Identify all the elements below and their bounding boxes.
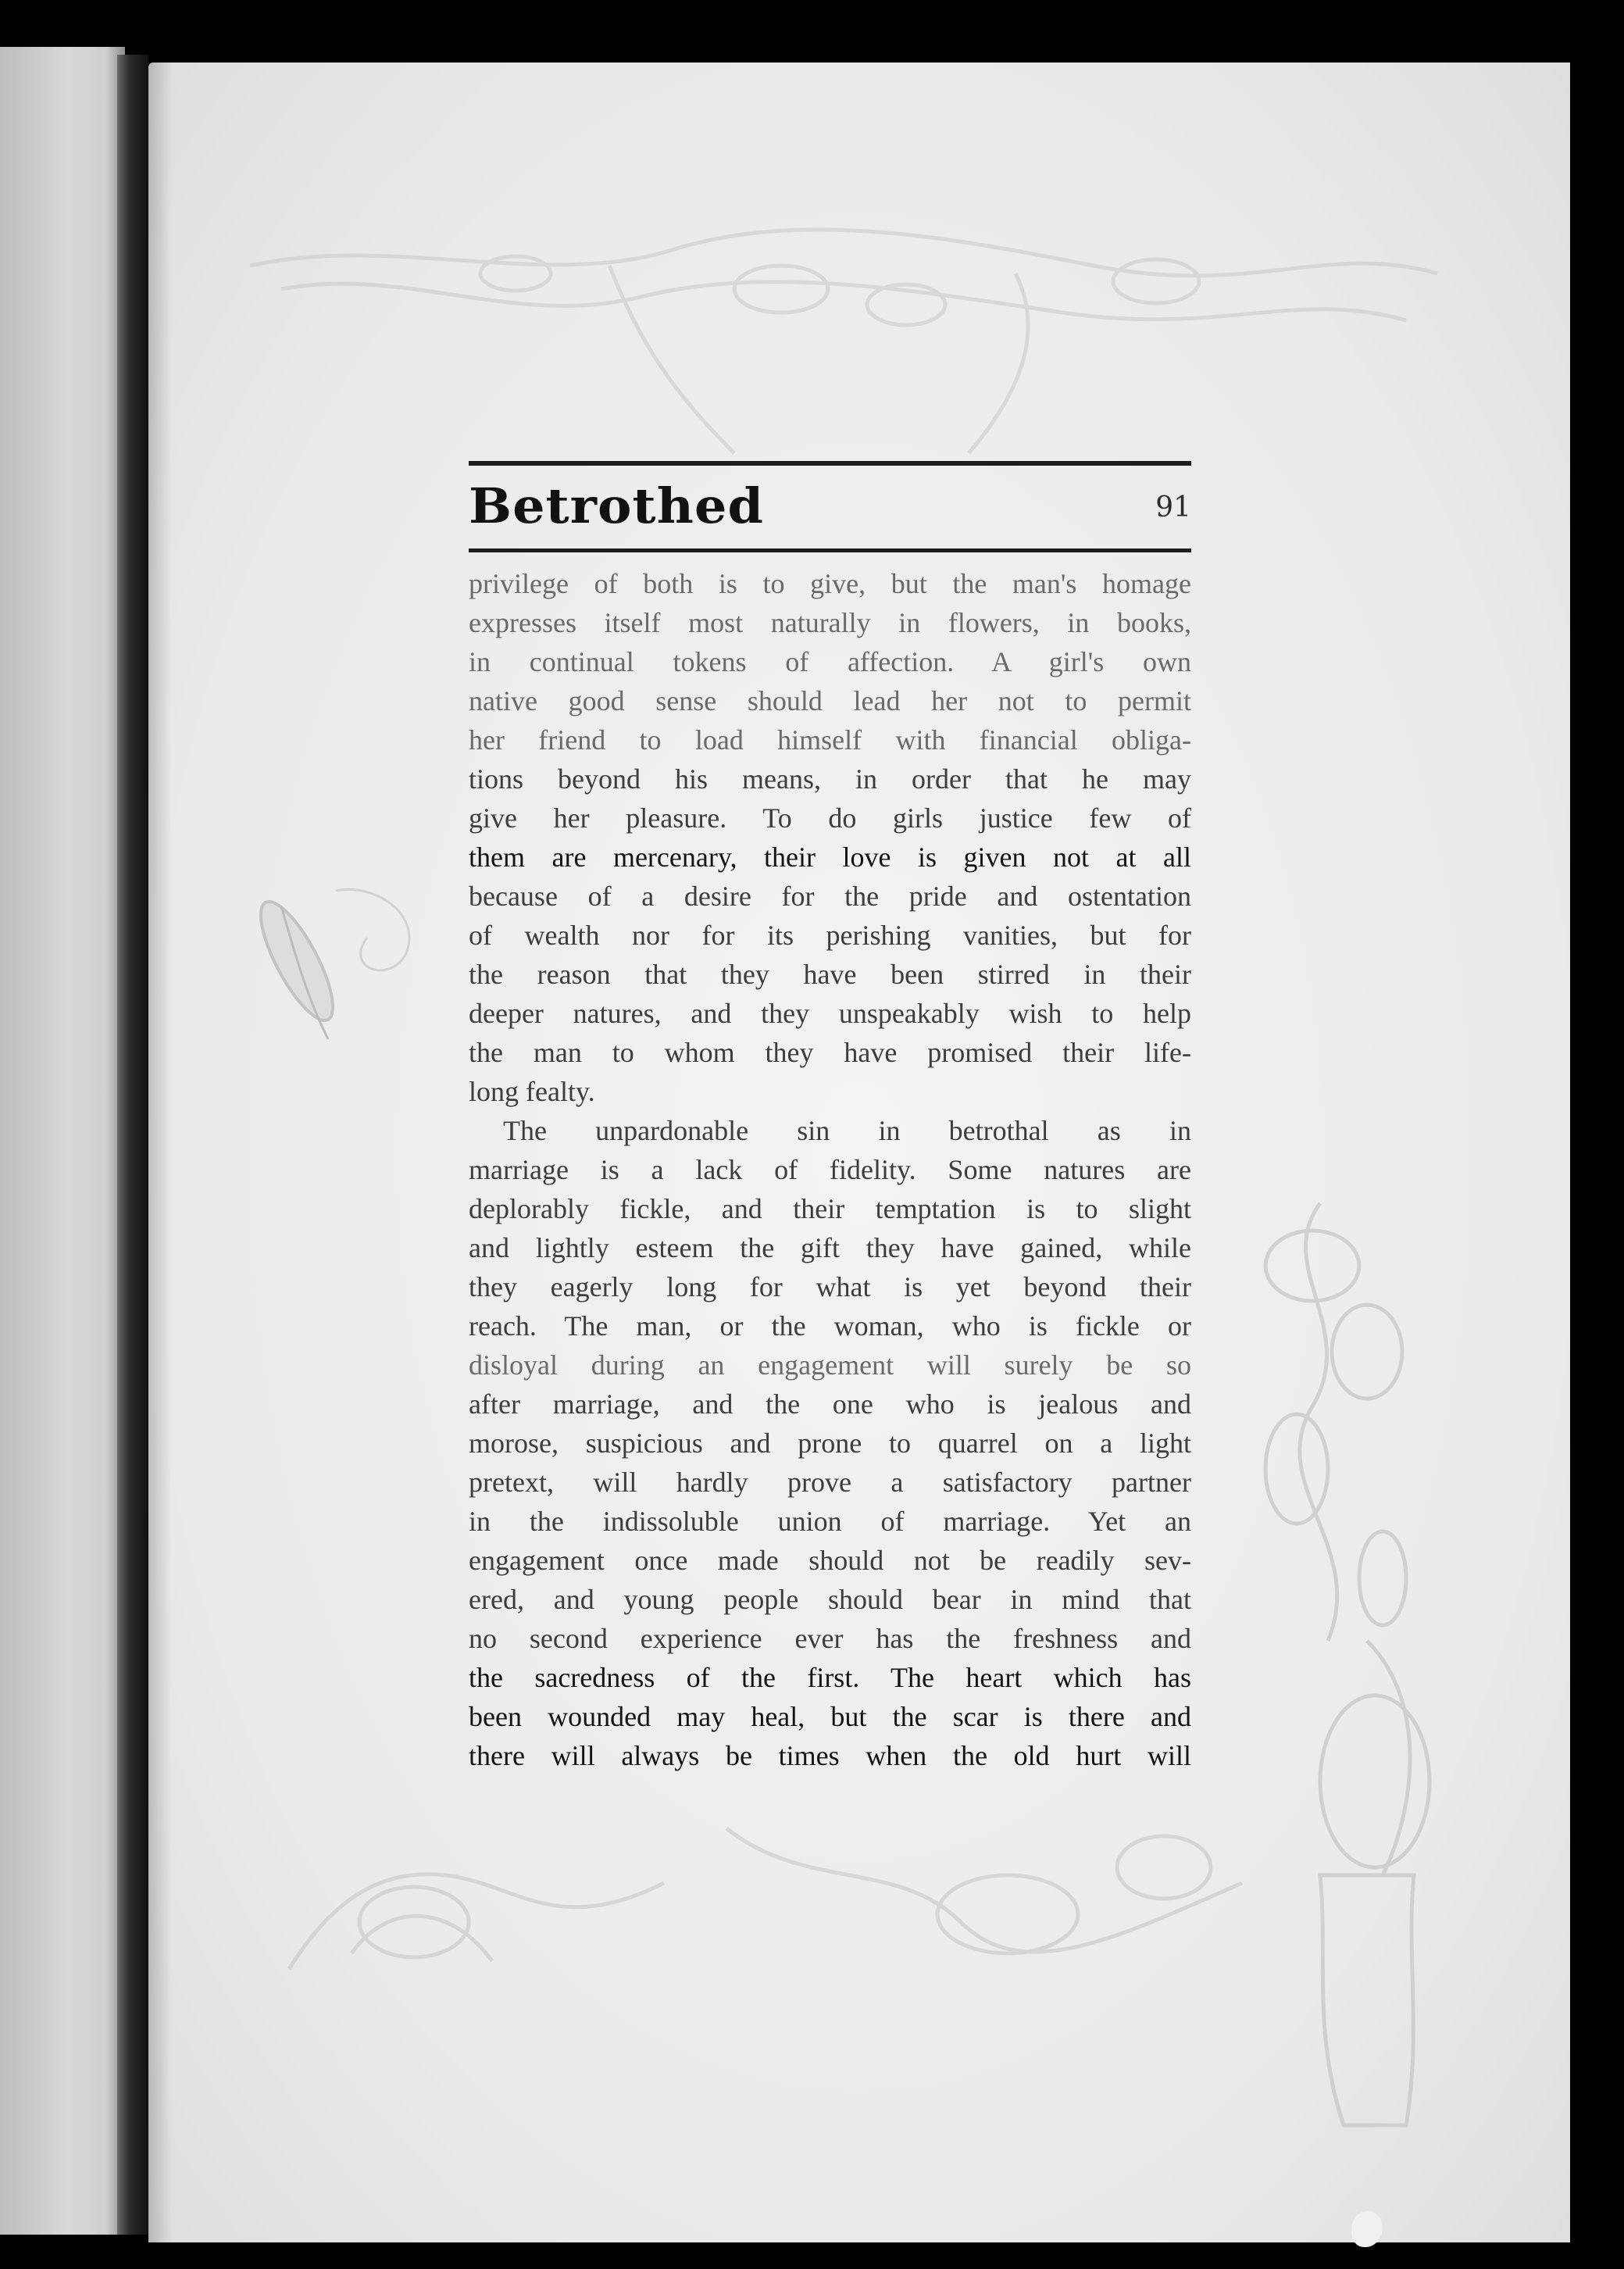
text-line: ered, and young people should bear in mind that [469,1584,1191,1615]
text-line: expresses itself most naturally in flowers, in books, [469,607,1191,638]
text-line: deplorably fickle, and their temptation is to slight [469,1193,1191,1224]
text-line: native good sense should lead her not to permit [469,685,1191,716]
text-line: the man to whom they have promised their life- [469,1037,1191,1068]
text-line: tions beyond his means, in order that he may [469,763,1191,795]
text-line: pretext, will hardly prove a satisfactory partner [469,1467,1191,1498]
text-line: disloyal during an engagement will surely be so [469,1349,1191,1381]
text-line: been wounded may heal, but the scar is there and [469,1701,1191,1732]
page-number: 91 [1155,491,1191,523]
text-line: reach. The man, or the woman, who is fickle or [469,1310,1191,1342]
text-line: no second experience ever has the freshness and [469,1623,1191,1654]
text-line: there will always be times when the old hurt will [469,1740,1191,1771]
text-line: they eagerly long for what is yet beyond their [469,1271,1191,1302]
text-line: privilege of both is to give, but the man's homage [469,568,1191,599]
text-line: after marriage, and the one who is jealous and [469,1388,1191,1420]
text-line: long fealty. [469,1076,595,1107]
text-line: and lightly esteem the gift they have gained, while [469,1232,1191,1263]
text-line: deeper natures, and they unspeakably wish to help [469,998,1191,1029]
page-gutter-shadow [148,63,172,2242]
book-spine-shadow [117,55,148,2235]
header-top-rule [469,461,1191,466]
text-line: the sacredness of the first. The heart which has [469,1662,1191,1693]
text-line: the reason that they have been stirred in their [469,959,1191,990]
text-line: give her pleasure. To do girls justice few of [469,802,1191,834]
text-line: marriage is a lack of fidelity. Some natures are [469,1154,1191,1185]
facing-page-edge [0,47,125,2235]
text-line: because of a desire for the pride and ostentation [469,881,1191,912]
header-bottom-rule [469,548,1191,552]
body-text [469,564,1191,1775]
text-line: of wealth nor for its perishing vanities, but for [469,920,1191,951]
text-line: in the indissoluble union of marriage. Yet an [469,1506,1191,1537]
running-title: Betrothed [469,477,765,534]
text-line: in continual tokens of affection. A girl's own [469,646,1191,677]
text-line: engagement once made should not be readily sev- [469,1545,1191,1576]
text-line: morose, suspicious and prone to quarrel on a light [469,1428,1191,1459]
text-line: her friend to load himself with financial obliga- [469,724,1191,756]
text-line: them are mercenary, their love is given not at all [469,841,1191,873]
text-line: The unpardonable sin in betrothal as in [503,1115,1191,1146]
